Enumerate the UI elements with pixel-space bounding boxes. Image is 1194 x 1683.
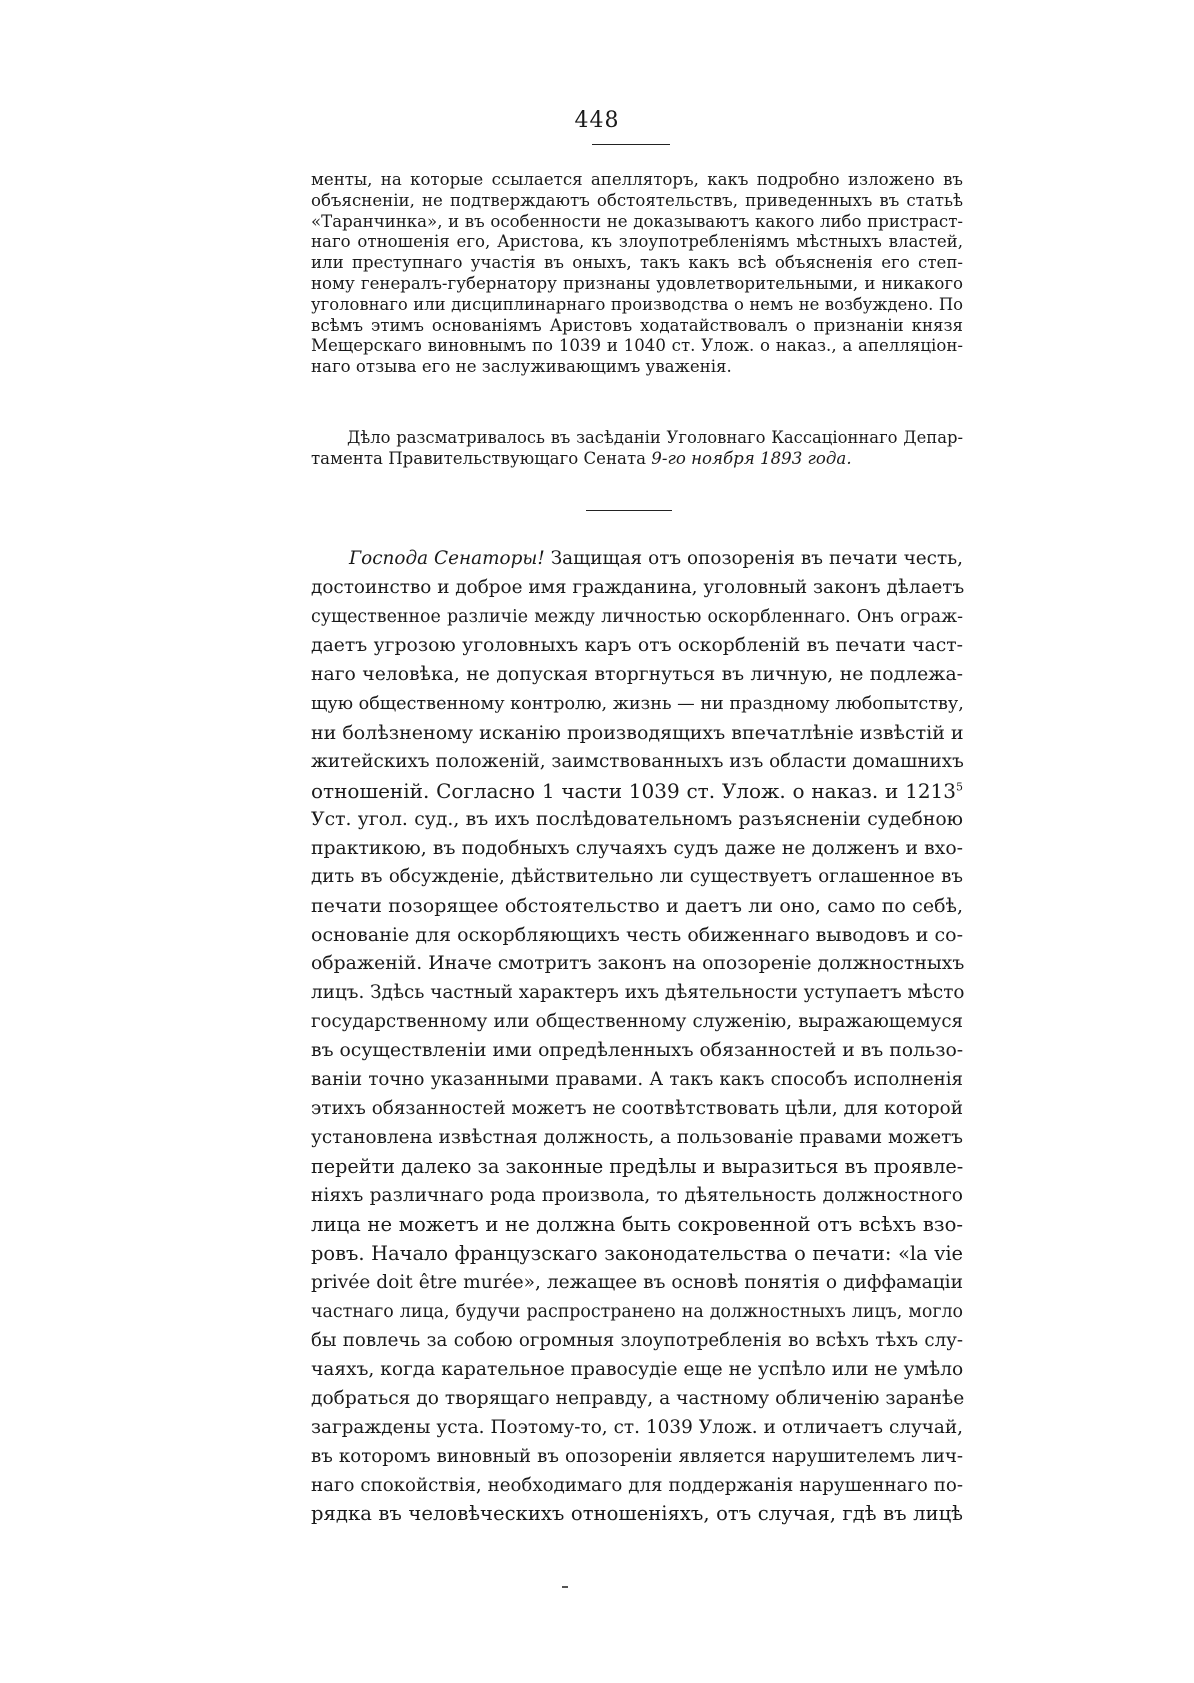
appeal-line: или преступнаго участія въ оныхъ, такъ какъ всѣ объясненія его степ-	[311, 253, 963, 273]
speech-line: ни болѣзненому исканію производящихъ впечатлѣніе извѣстій и	[311, 721, 964, 744]
speech-line: установлена извѣстная должность, а пользованіе правами можетъ	[311, 1127, 963, 1149]
appeal-line: всѣмъ этимъ основаніямъ Аристовъ ходатайствовалъ о признаніи князя	[311, 315, 963, 335]
speech-salutation: Господа Сенаторы!	[349, 548, 545, 569]
speech-line: въ осуществленіи ими опредѣленныхъ обязанностей и въ пользо-	[311, 1040, 964, 1062]
speech-line: печати позорящее обстоятельство и даетъ ли оно, само по себѣ,	[311, 895, 963, 918]
speech-line: ровъ. Начало французскаго законодательства о печати: «la vie	[311, 1241, 963, 1265]
appeal-line: наго отзыва его не заслуживающимъ уваженія.	[311, 357, 732, 377]
speech-line: заграждены уста. Поэтому-то, ст. 1039 Улож. и отличаетъ случай,	[311, 1416, 963, 1438]
speech-line: чаяхъ, когда карательное правосудіе еще не успѣло или не умѣло	[311, 1358, 964, 1380]
hearing-date: 9-го ноября 1893 года.	[651, 448, 852, 468]
speech-line	[311, 777, 963, 806]
article-reference-text: отношеній. Согласно 1 части 1039 ст. Улож. о наказ. и 1213	[311, 778, 956, 803]
hearing-paragraph	[311, 428, 963, 470]
speech-line: частнаго лица, будучи распространено на должностныхъ лицъ, могло	[311, 1301, 963, 1322]
speech-line: основаніе для оскорбляющихъ честь обиженнаго выводовъ и со-	[311, 924, 963, 947]
appeal-line: наго отношенія его, Аристова, къ злоупотребленіямъ мѣстныхъ властей,	[311, 232, 963, 252]
appeal-line: ному генералъ-губернатору признаны удовлетворительными, и никакого	[311, 273, 963, 293]
speech-line: государственному или общественному служенію, выражающемуся	[311, 1011, 963, 1033]
appeal-line: Мещерскаго виновнымъ по 1039 и 1040 ст. Улож. о наказ., а апелляціон-	[311, 336, 963, 356]
speech-line: даетъ угрозою уголовныхъ каръ отъ оскорбленій въ печати част-	[311, 634, 963, 656]
speech-line: существенное различіе между личностью оскорбленнаго. Онъ ограж-	[311, 606, 963, 627]
speech-line: ваніи точно указанными правами. А такъ какъ способъ исполненія	[311, 1069, 963, 1091]
appeal-paragraph	[311, 170, 963, 378]
speech-line: privée doit être murée», лежащее въ основѣ понятія о диффамаціи	[311, 1271, 963, 1293]
speech-line: перейти далеко за законные предѣлы и выразиться въ проявле-	[311, 1155, 964, 1179]
speech-line: практикою, въ подобныхъ случаяхъ судъ даже не долженъ и вхо-	[311, 837, 963, 859]
speech-line: въ которомъ виновный въ опозореніи является нарушителемъ лич-	[311, 1445, 963, 1467]
speech-line: этихъ обязанностей можетъ не соотвѣтствовать цѣли, для которой	[311, 1098, 963, 1120]
page-number: 448	[574, 108, 620, 133]
hearing-line: Дѣло разсматривалось въ засѣданіи Уголовнаго Кассаціоннаго Депар-	[347, 428, 963, 447]
speech-line: лицъ. Здѣсь частный характеръ ихъ дѣятельности уступаетъ мѣсто	[311, 982, 965, 1004]
speech-line: наго спокойствія, необходимаго для поддержанія нарушеннаго по-	[311, 1474, 963, 1496]
hearing-line	[311, 449, 963, 470]
article-superscript: 5	[956, 779, 963, 793]
page-number-rule	[592, 144, 670, 145]
speech-line: достоинство и доброе имя гражданина, уголовный законъ дѣлаетъ	[311, 576, 965, 598]
hearing-line-text: тамента Правительствующаго Сената	[311, 448, 652, 468]
speech-line: рядка въ человѣческихъ отношеніяхъ, отъ случая, гдѣ въ лицѣ	[311, 1502, 963, 1526]
speech-paragraph	[311, 545, 963, 1529]
section-divider	[586, 510, 672, 511]
appeal-line: уголовнаго или дисциплинарнаго производства о немъ не возбуждено. По	[311, 294, 963, 314]
speech-line-text: Защищая отъ опозоренія въ печати честь,	[544, 548, 963, 569]
appeal-line: «Таранчинка», и въ особенности не доказываютъ какого либо пристраст-	[311, 211, 963, 231]
appeal-line: менты, на которые ссылается апелляторъ, какъ подробно изложено въ	[311, 170, 963, 189]
speech-line: Уст. угол. суд., въ ихъ послѣдовательномъ разъясненіи судебною	[311, 808, 963, 830]
speech-line: бы повлечь за собою огромныя злоупотребленія во всѣхъ тѣхъ слу-	[311, 1329, 963, 1351]
speech-line: житейскихъ положеній, заимствованныхъ изъ области домашнихъ	[311, 750, 964, 772]
speech-line: лица не можетъ и не должна быть сокровенной отъ всѣхъ взо-	[311, 1212, 963, 1236]
speech-line: щую общественному контролю, жизнь — ни праздному любопытству,	[311, 693, 964, 714]
speech-line: добраться до творящаго неправду, а частному обличенію заранѣе	[311, 1387, 965, 1409]
speech-line: наго человѣка, не допуская вторгнуться въ личную, не подлежа-	[311, 663, 963, 685]
speech-line: дить въ обсужденіе, дѣйствительно ли существуетъ оглашенное въ	[311, 866, 963, 888]
speech-line	[311, 545, 963, 574]
appeal-line: объясненіи, не подтверждаютъ обстоятельствъ, приведенныхъ въ статьѣ	[311, 190, 963, 210]
speech-line: ніяхъ различнаго рода произвола, то дѣятельность должностного	[311, 1184, 963, 1206]
speech-line: ображеній. Иначе смотритъ законъ на опозореніе должностныхъ	[311, 953, 965, 975]
print-mark	[562, 1586, 568, 1588]
